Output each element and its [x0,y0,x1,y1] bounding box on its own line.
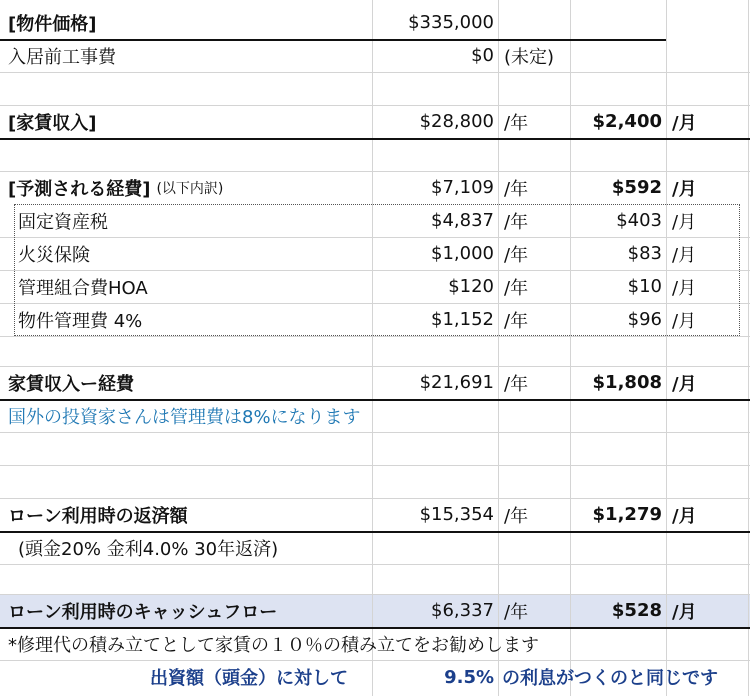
row-loan [0,498,750,531]
row-expenses [0,171,750,204]
renovation-note: (未定) [504,46,555,68]
loan-monthly: $1,279 [592,504,662,525]
grid-row [0,465,750,466]
item-monthly: $10 [627,276,662,297]
grid-row [0,72,750,73]
row-foreign-note [0,399,750,432]
row-item [0,204,750,237]
net-label: 家賃収入ー経費 [8,373,134,395]
expenses-annual: $7,109 [431,177,494,198]
item-unit-month: /月 [672,211,697,233]
row-cashflow [0,594,750,627]
rent-label: [家賃収入] [8,112,97,134]
price-value: $335,000 [408,12,494,33]
item-monthly: $96 [627,309,662,330]
yield-value: 9.5% [444,666,494,688]
expenses-monthly: $592 [611,177,662,198]
net-unit-year: /年 [504,373,529,395]
row-renovation [0,39,750,72]
net-unit-month: /月 [672,373,697,395]
row-yield [0,660,750,694]
expenses-sub: (以下内訳) [156,180,224,197]
loan-unit-month: /月 [672,505,697,527]
expenses-label: [予測される経費] [8,178,151,200]
net-monthly: $1,808 [592,372,662,393]
item-monthly: $403 [616,210,662,231]
renovation-label: 入居前工事費 [8,46,116,68]
loan-unit-year: /年 [504,505,529,527]
item-annual: $120 [448,276,494,297]
item-annual: $1,000 [431,243,494,264]
yield-left: 出資額（頭金）に対して [150,668,348,689]
cashflow-unit-month: /月 [672,601,697,623]
item-unit-month: /月 [672,277,697,299]
expenses-unit-year: /年 [504,178,529,200]
renovation-value: $0 [471,45,494,66]
cashflow-label: ローン利用時のキャッシュフロー [8,601,278,623]
item-unit-year: /年 [504,277,529,299]
item-unit-year: /年 [504,211,529,233]
loan-annual: $15,354 [419,504,494,525]
item-annual: $1,152 [431,309,494,330]
net-annual: $21,691 [419,372,494,393]
grid-row [0,432,750,433]
row-rent [0,105,750,138]
cashflow-unit-year: /年 [504,601,529,623]
loan-label: ローン利用時の返済額 [8,505,188,527]
grid-row [0,564,750,565]
rent-monthly: $2,400 [592,111,662,132]
row-item [0,270,750,303]
row-price [0,6,750,39]
rent-underline [0,138,750,140]
rent-unit-month: /月 [672,112,697,134]
grid-row [0,336,750,337]
item-monthly: $83 [627,243,662,264]
expenses-label-cell [8,171,370,204]
foreign-note: 国外の投資家さんは管理費は8%になります [8,406,361,428]
item-unit-year: /年 [504,244,529,266]
item-unit-month: /月 [672,310,697,332]
loan-terms: (頭金20% 金利4.0% 30年返済) [18,538,279,560]
row-item [0,303,750,336]
row-loan-terms [0,531,750,564]
item-label: 物件管理費 4% [18,310,143,332]
price-label: [物件価格] [8,13,97,35]
item-unit-month: /月 [672,244,697,266]
yield-right: の利息がつくのと同じです [502,668,718,689]
expenses-unit-month: /月 [672,178,697,200]
item-label: 管理組合費HOA [18,277,148,299]
cashflow-annual: $6,337 [431,600,494,621]
item-label: 火災保険 [18,244,90,266]
item-annual: $4,837 [431,210,494,231]
row-repair-note [0,627,750,660]
row-item [0,237,750,270]
item-unit-year: /年 [504,310,529,332]
row-net [0,366,750,399]
rent-unit-year: /年 [504,112,529,134]
rent-annual: $28,800 [419,111,494,132]
item-label: 固定資産税 [18,211,108,233]
cashflow-monthly: $528 [611,600,662,621]
repair-note: *修理代の積み立てとして家賃の１０％の積み立てをお勧めします [8,634,539,656]
